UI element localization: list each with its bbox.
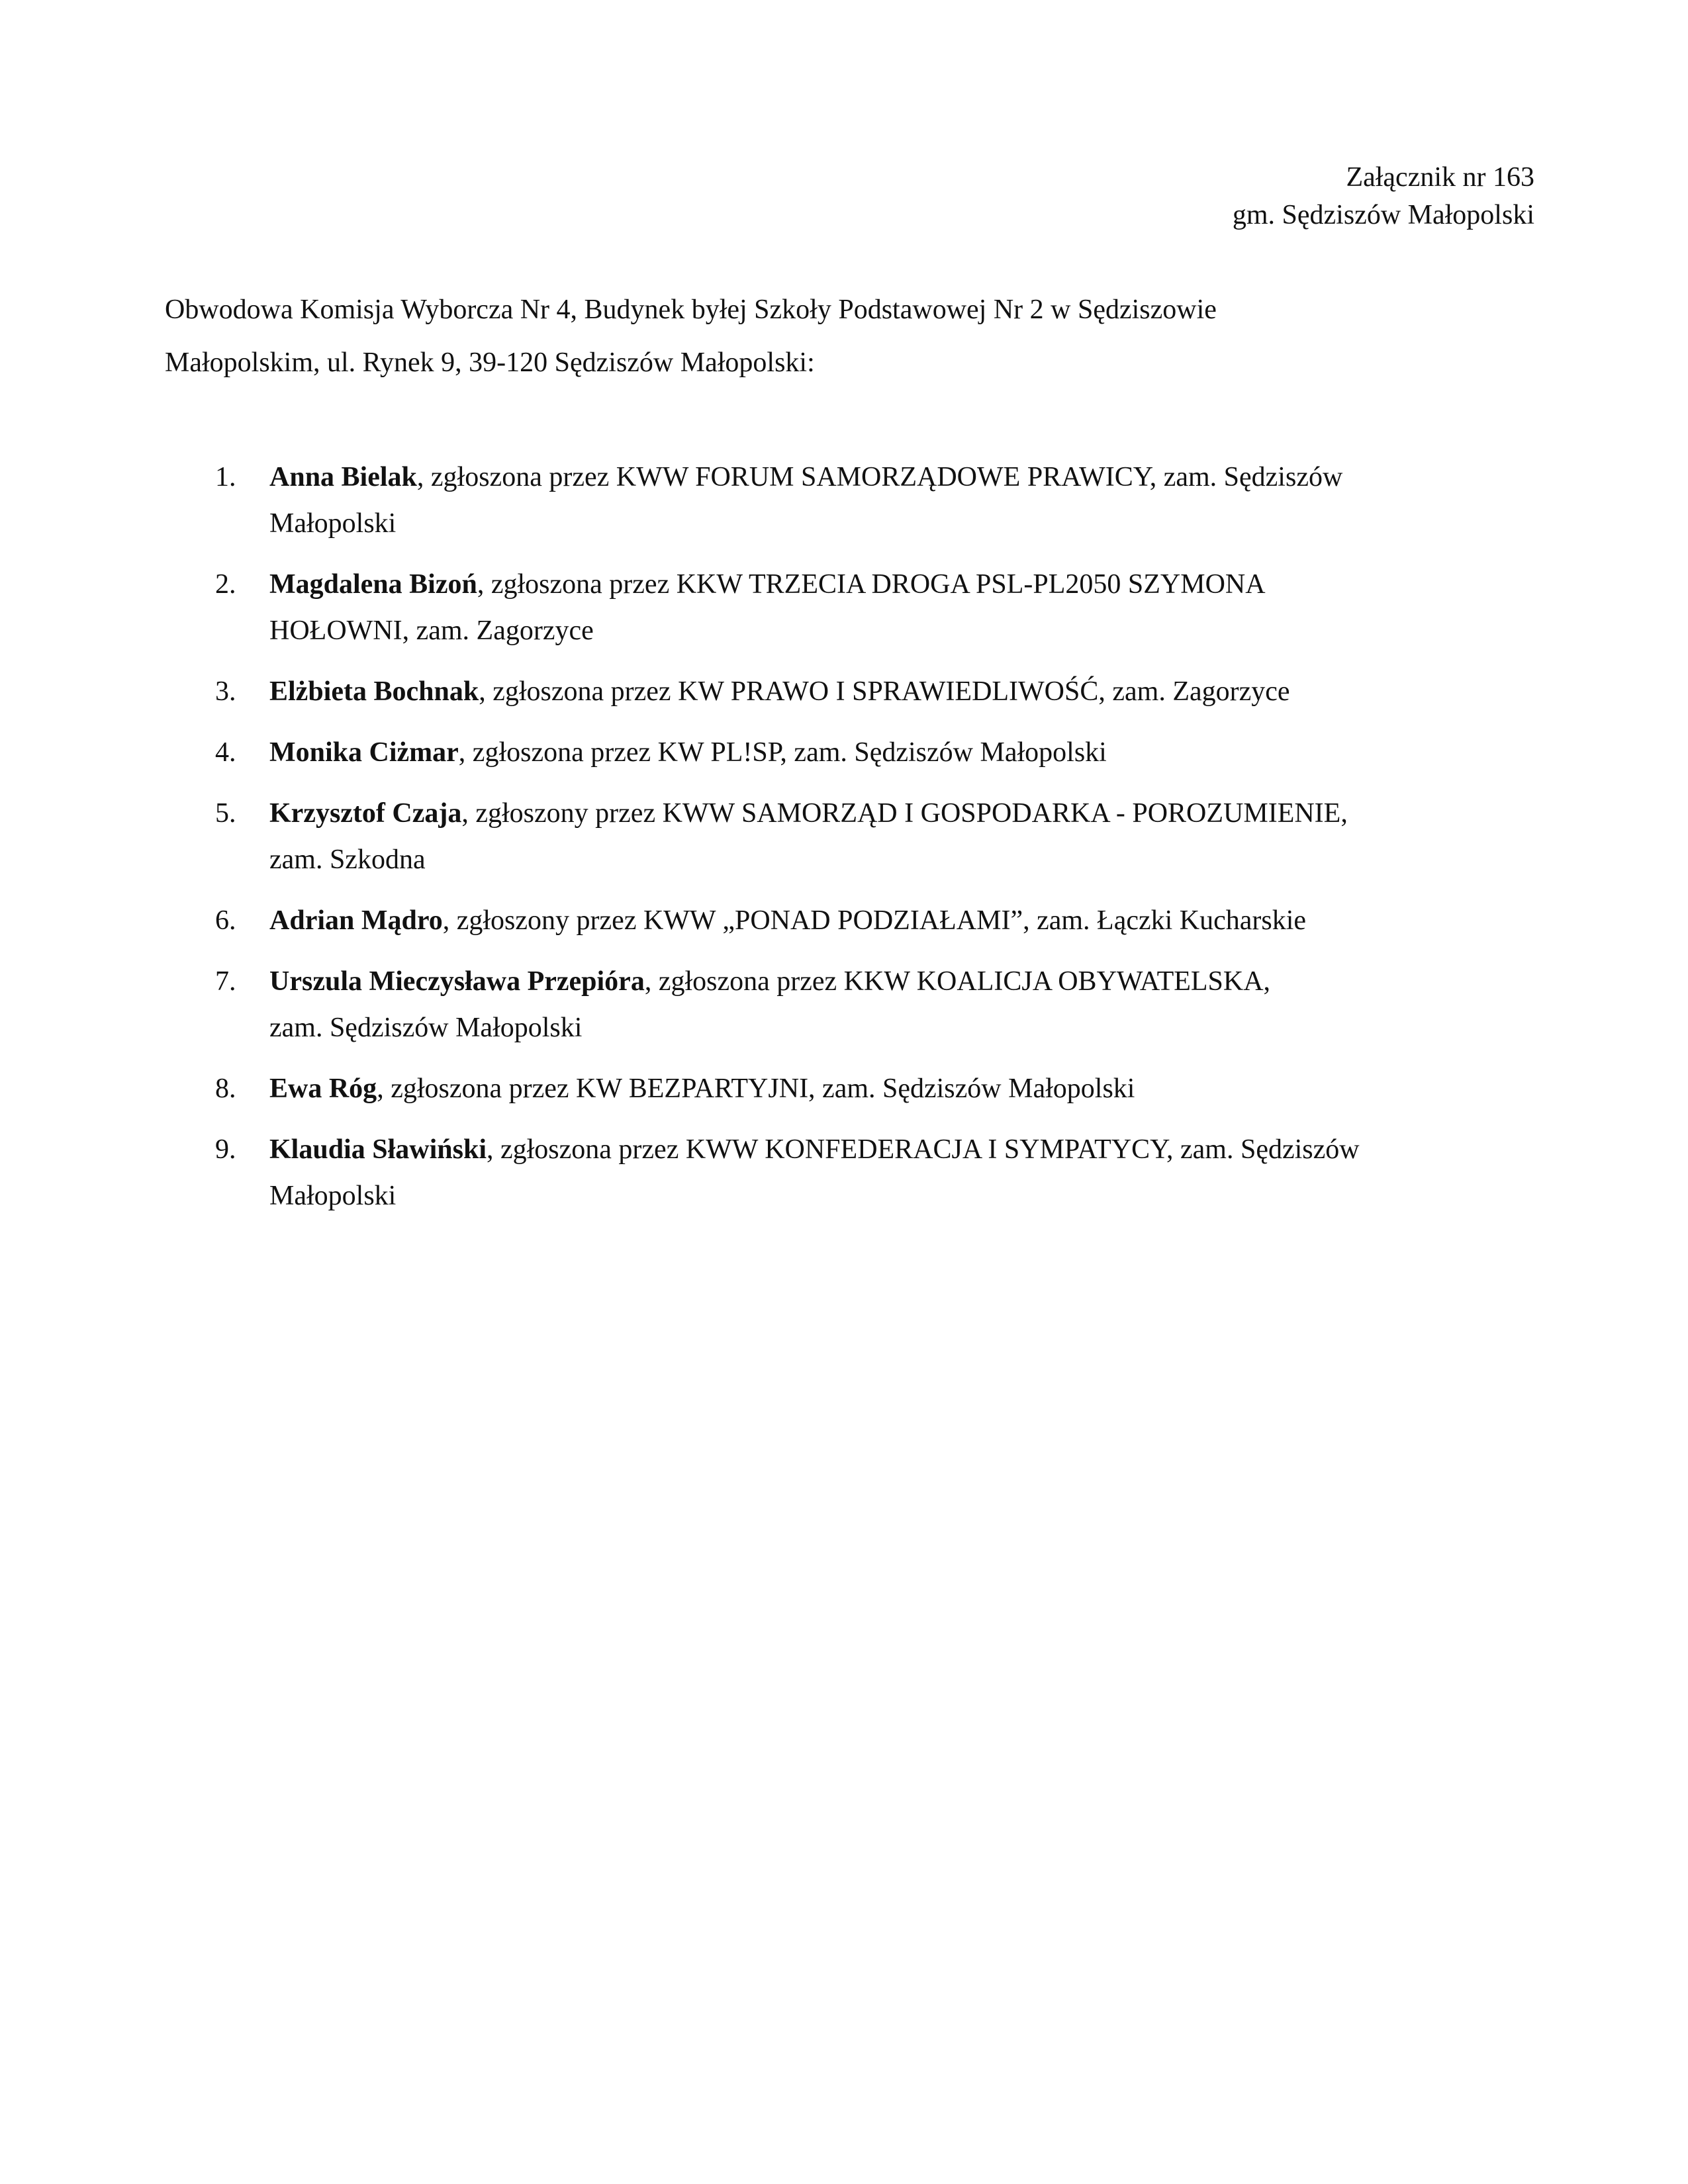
member-details-continued: zam. Sędziszów Małopolski bbox=[269, 1013, 583, 1043]
item-number: 5. bbox=[215, 798, 236, 829]
member-name: Adrian Mądro bbox=[269, 905, 443, 936]
member-details-continued: Małopolski bbox=[269, 1181, 397, 1211]
member-name: Monika Ciżmar bbox=[269, 737, 459, 768]
item-number: 4. bbox=[215, 737, 236, 768]
list-item bbox=[165, 958, 1542, 1051]
item-number: 9. bbox=[215, 1134, 236, 1165]
member-details: , zgłoszona przez KW PL!SP, zam. Sędziszów Małopolski bbox=[458, 737, 1107, 768]
members-list bbox=[165, 454, 1542, 1234]
member-name: Urszula Mieczysława Przepióra bbox=[269, 966, 645, 997]
list-item bbox=[165, 1066, 1542, 1112]
list-item bbox=[165, 668, 1542, 715]
attachment-number: Załącznik nr 163 bbox=[1346, 162, 1534, 193]
list-item bbox=[165, 454, 1542, 547]
member-details: , zgłoszona przez KWW KONFEDERACJA I SYMPATYCY, zam. Sędziszów bbox=[486, 1134, 1360, 1165]
item-number: 7. bbox=[215, 966, 236, 997]
member-name: Magdalena Bizoń bbox=[269, 569, 477, 600]
municipality-name: gm. Sędziszów Małopolski bbox=[1232, 200, 1534, 230]
member-details: , zgłoszona przez KKW TRZECIA DROGA PSL-PL2050 SZYMONA bbox=[477, 569, 1266, 600]
list-item bbox=[165, 561, 1542, 654]
item-number: 8. bbox=[215, 1073, 236, 1104]
member-name: Krzysztof Czaja bbox=[269, 798, 462, 829]
member-details: , zgłoszona przez KWW FORUM SAMORZĄDOWE PRAWICY, zam. Sędziszów bbox=[416, 462, 1343, 492]
member-name: Elżbieta Bochnak bbox=[269, 676, 479, 707]
list-item bbox=[165, 897, 1542, 944]
member-details: , zgłoszona przez KW PRAWO I SPRAWIEDLIWOŚĆ, zam. Zagorzyce bbox=[479, 676, 1290, 707]
item-number: 2. bbox=[215, 569, 236, 600]
member-details: , zgłoszona przez KKW KOALICJA OBYWATELSKA, bbox=[644, 966, 1271, 997]
commission-description bbox=[165, 283, 1489, 389]
list-item bbox=[165, 1126, 1542, 1219]
item-number: 1. bbox=[215, 462, 236, 492]
list-item bbox=[165, 790, 1542, 883]
member-details-continued: zam. Szkodna bbox=[269, 844, 426, 875]
commission-line-2: Małopolskim, ul. Rynek 9, 39-120 Sędziszów Małopolski: bbox=[165, 347, 815, 378]
item-number: 3. bbox=[215, 676, 236, 707]
member-details: , zgłoszony przez KWW „PONAD PODZIAŁAMI”, zam. Łączki Kucharskie bbox=[442, 905, 1307, 936]
member-name: Anna Bielak bbox=[269, 462, 417, 492]
attachment-header bbox=[1233, 159, 1534, 234]
member-details: , zgłoszona przez KW BEZPARTYJNI, zam. Sędziszów Małopolski bbox=[377, 1073, 1135, 1104]
list-item bbox=[165, 729, 1542, 776]
commission-line-1: Obwodowa Komisja Wyborcza Nr 4, Budynek byłej Szkoły Podstawowej Nr 2 w Sędziszowie bbox=[165, 295, 1217, 325]
member-name: Ewa Róg bbox=[269, 1073, 377, 1104]
member-details-continued: HOŁOWNI, zam. Zagorzyce bbox=[269, 615, 594, 646]
member-name: Klaudia Sławiński bbox=[269, 1134, 487, 1165]
member-details-continued: Małopolski bbox=[269, 508, 397, 539]
item-number: 6. bbox=[215, 905, 236, 936]
member-details: , zgłoszony przez KWW SAMORZĄD I GOSPODARKA - POROZUMIENIE, bbox=[461, 798, 1348, 829]
